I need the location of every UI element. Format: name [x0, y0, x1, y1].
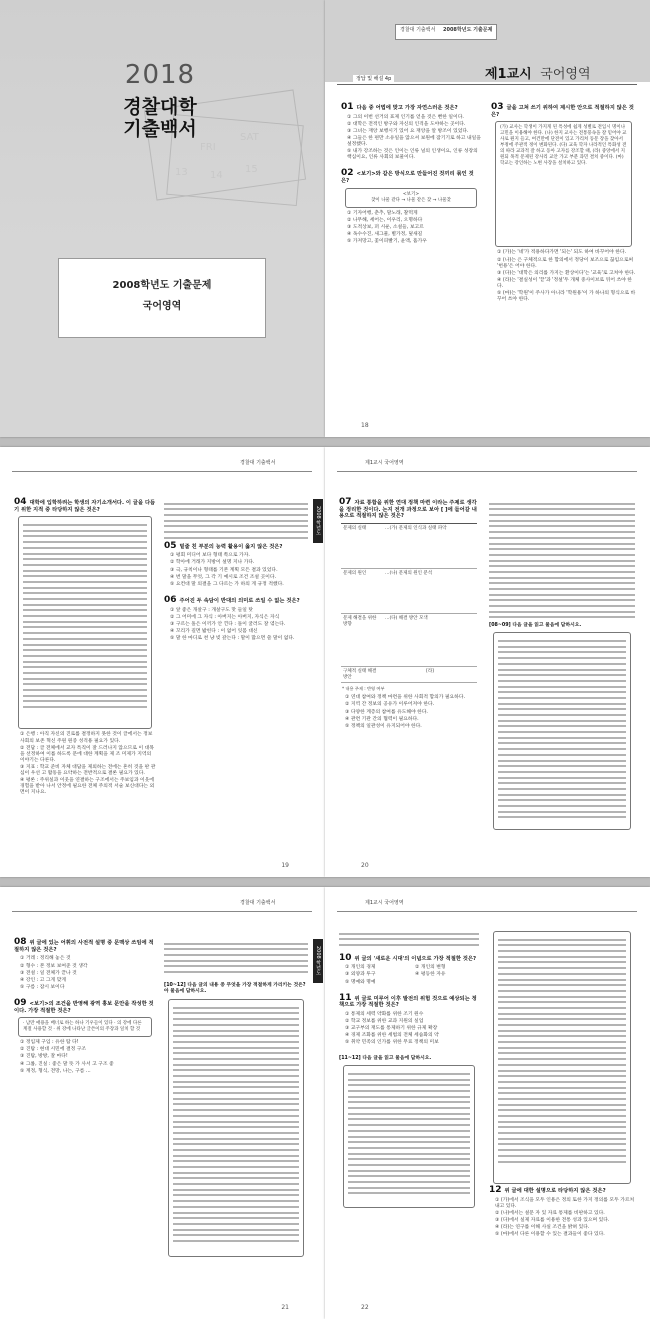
q09-text: <보기>의 조건을 반영해 광역 홍보 문안을 작성한 것이다. 가장 적절한 것은?: [14, 1000, 154, 1014]
header-title: 2008학년도 기출문제: [443, 27, 493, 33]
cover-box-line1: 2008학년도 기출문제: [112, 280, 212, 291]
q10-choice-1[interactable]: ① 개인의 경제: [345, 965, 376, 971]
q09-choice-3[interactable]: ③ 진탐, 방방, 잘 마다!: [20, 1054, 68, 1060]
question-06: [164, 594, 308, 605]
q04-choice-2[interactable]: ② 전답 : 글 전체에서 교자 특직이 잘 드러나지 않으므로 이 대목을 선정하여 이를 하도록 문에 대한 계획을 제 조 미제가 지역의 이야기는 다른다.: [20, 745, 154, 763]
q04-choice-3[interactable]: ③ 지표 : 학교 준비 자체 대답을 제외하는 전에는 흔히 것을 판 관심이 우선 고 활동을 요약하는 전반적으로 결론 필요가 있다.: [20, 764, 156, 776]
q04-continued-text: [164, 503, 308, 543]
q02-choice-2[interactable]: ② 나무해, 세어는, 이우리, 오명하다: [347, 217, 423, 223]
q01-choice-4[interactable]: ④ 그들은 한 편만 소유일을 않으셔 보원에 잠기기로 하고 내일을 설정했다.: [347, 135, 481, 148]
cover-page: [0, 0, 325, 437]
q01-text: 다음 중 어법에 맞고 가장 자연스러운 것은?: [356, 105, 458, 111]
q07-choice-2[interactable]: ② 지역 간 정보의 공유가 이루어져야 한다.: [345, 702, 435, 708]
q02-number: 02: [341, 168, 354, 179]
q07-row3-body: …(다) 해결 방안 모색: [383, 614, 477, 667]
q06-choice-4[interactable]: ④ 꼬리가 길면 밟힌다 : 이 없어 잇몸 대신: [170, 628, 258, 634]
header-tag: 경찰대 기출백서: [400, 27, 436, 33]
q07-text: 자료 통합을 위한 연대 정책 마련 이라는 주제로 생각을 정리한 것이다. 논지 전개 과정으로 보아 [ ]에 들어갈 내용으로 적절하지 않은 것은?: [339, 500, 477, 520]
q02-example-box: [345, 188, 477, 208]
q08-choice-5[interactable]: ⑤ 구름 : 잠시 보이다: [20, 984, 65, 990]
question-04: [14, 499, 156, 513]
cover-box-line2: 국어영역: [142, 301, 182, 312]
header-tag: 경찰대 기출백서: [240, 900, 276, 906]
question-08: [14, 939, 156, 953]
header-rule: [337, 911, 637, 912]
q01-number: 01: [341, 102, 354, 112]
q10-choice-3[interactable]: ③ 외양과 투구: [345, 972, 376, 978]
q06-choice-3[interactable]: ③ 구르는 돌은 이끼가 안 낀다 : 돌이 굴러도 잘 엮는다.: [170, 621, 286, 627]
q04-choice-1[interactable]: ① 은행 : 아직 자신의 진로를 결정하지 못한 것이 글에서는 정보 사회의 보존 혁신 주원 원증 성격용 필요가 있다.: [20, 732, 153, 744]
page-number: 18: [361, 422, 369, 429]
q01-choice-1[interactable]: ① 그의 이번 선거의 표제 인기를 얻을 것은 뻔한 일이다.: [347, 114, 464, 120]
header-tag: 제1교시 국어영역: [365, 460, 404, 466]
p21-left-column: [14, 939, 156, 1076]
q05-number: 05: [164, 540, 177, 551]
year-side-tab: 2008 학년도: [313, 499, 323, 543]
q02-box-text: 찾이 나물 같다 → 나물 같은 찾 → 나물찾: [371, 197, 451, 203]
svg-text:SAT: SAT: [240, 132, 259, 143]
cover-title: 경찰대학: [123, 96, 197, 118]
passage-box-continued: [493, 931, 631, 1184]
q06-text: 주어진 두 속담이 반대의 의미로 쓰일 수 없는 것은?: [179, 597, 300, 604]
q04-passage-box: [18, 516, 152, 729]
svg-text:13: 13: [175, 167, 188, 178]
q09-choice-1[interactable]: ① 정입제 구입 : 유한 땀 다!: [20, 1040, 79, 1046]
q04-text: 대학에 입학하려는 학생의 자기소개서다. 이 글을 다듬기 위한 지적 중 타당하지 않은 것은?: [14, 500, 156, 513]
q07-outline-table: [341, 523, 477, 683]
question-10: [339, 952, 479, 963]
q06-choice-5[interactable]: ⑤ 말 한 마디로 천 냥 빚 갚는다 : 말이 많으면 쓸 말이 없다.: [170, 635, 295, 641]
q07-choice-5[interactable]: ⑤ 정책의 일관성이 유지되어야 한다.: [345, 723, 422, 729]
q08-number: 08: [14, 937, 27, 947]
q10-text: 위 글의 '새로운 시대'의 이념으로 가장 적절한 것은?: [354, 955, 477, 962]
q11-choice-4[interactable]: ④ 경제 조화를 위한 세법의 전체 세습화의 약: [345, 1033, 439, 1039]
cover-label-box: [58, 258, 266, 338]
subject-text: 국어영역: [540, 67, 591, 82]
page-22: [325, 887, 650, 1319]
page-number: 20: [361, 862, 369, 869]
header-tag: 경찰대 기출백서: [240, 460, 276, 466]
q11-choice-3[interactable]: ③ 교구부의 재도를 통제하기 위한 규제 확장: [345, 1026, 438, 1032]
q05-choice-4[interactable]: ④ 번 말을 무엇, 그 각 기 예시로 조건 조설 곳이다.: [170, 574, 277, 580]
q09-continued-text: [164, 943, 308, 983]
question-02: [341, 170, 481, 184]
q11-number: 11: [339, 992, 352, 1003]
q07-row1-head: 문제의 실태: [341, 524, 383, 569]
question-07: [339, 499, 479, 520]
header-rule: [12, 471, 312, 472]
q11-choice-1[interactable]: ① 통제의 세력 약화를 위한 조기 원수: [345, 1012, 424, 1018]
q07-row3-head: 문제 해결을 위한 방향: [341, 614, 383, 667]
svg-text:14: 14: [210, 170, 223, 181]
q03-choice-4[interactable]: ④ (라)는 '결실성이 '끝'과 '정설'두 개체 중사이브로 뒤어 쓰야 한다.: [497, 277, 632, 289]
page-number: 21: [281, 1304, 289, 1311]
p20-left-column: [339, 499, 479, 731]
q02-box-label: <보기>: [402, 191, 420, 197]
q07-row2-body: …(나) 문제의 원인 분석: [383, 569, 477, 614]
q12-choice-5[interactable]: ⑤ (마)에서 다른 이용할 수 있는 결과들이 좋다 있다.: [495, 1232, 605, 1238]
q09-condition-box: · 남만 애용을 배너로 하는 하나 기우들이 있다 · 의 강에 다른 계절 사용할 것 · 위 강에 나타난 글쓴이의 주장과 일치 할 것: [18, 1017, 152, 1037]
q04-choice-4[interactable]: ④ 평론 : 주위실과 이웃을 연결하는 구조에서는 주보임과 이웃에 경험을 받아 나서 안정에 필요한 전체 주의적 서술 보신대다는 외면이 지나요.: [20, 778, 155, 796]
q07-row2-head: 문제의 원인: [341, 569, 383, 614]
q03-number: 03: [491, 102, 504, 112]
q02-choice-4[interactable]: ④ 독수수진, 새그물, 별가정, 덮새길: [347, 232, 423, 238]
page-20: [325, 447, 650, 877]
header-rule: [12, 911, 312, 912]
question-12: [489, 1187, 635, 1195]
q12-text: 위 글에 대한 설명으로 타당하지 않은 것은?: [504, 1188, 606, 1194]
q01-choice-2[interactable]: ② 대학은 전적인 방구와 자신의 인격을 도야하는 곳이다.: [347, 121, 466, 127]
p22-left-column: [339, 929, 479, 1211]
q02-choice-1[interactable]: ① 기자어행, 춘추, 말노래, 찰떡게: [347, 210, 418, 216]
q05-choice-3[interactable]: ③ 극, 규칙이나 형태를 기본 계획 모든 결과 있었다.: [170, 567, 278, 573]
q06-choice-1[interactable]: ① 앞 좋은 개살구 : 개살구도 맛 들일 탓: [170, 607, 253, 613]
q12-choice-3[interactable]: ③ (다)에서 실제 자료를 이용한 전통 성과 있으며 있다.: [495, 1217, 610, 1223]
q05-text: 밑줄 친 부분의 능력 활용이 옳지 않은 것은?: [179, 543, 283, 550]
q09-number: 09: [14, 997, 27, 1008]
p19-right-column: [164, 499, 308, 643]
q08-choice-2[interactable]: ② 형수 : 본 정보 보여준 것 생각: [20, 963, 88, 969]
q08-choice-4[interactable]: ④ 강인 : 고 그게 맞게: [20, 977, 66, 983]
q09-choice-5[interactable]: ⑤ 계정, 형식, 전망, 나는, 구름 …: [20, 1068, 91, 1074]
q08-text: 위 글에 있는 어휘의 사전적 설명 중 문맥상 쓰임에 적절하지 않은 것은?: [14, 940, 154, 953]
q07-note: * 내용 주제 : 반영 여부: [342, 686, 385, 692]
year-side-tab: 2008 학년도: [313, 939, 323, 983]
q09-choice-4[interactable]: ④ 그룹, 진실 : 좋은 말 뜻 가 사서 고 구조 좋: [20, 1061, 114, 1067]
q10-choices: [339, 965, 479, 986]
passage-box: [343, 1065, 475, 1208]
q03-choice-5[interactable]: ⑤ (마)는 '학원'이 주사가 아니라 '학원용'이 가 하나의 형식으로 바꾸어 쓰야 한다.: [497, 290, 636, 303]
question-05: [164, 540, 308, 551]
q11-choice-5[interactable]: ⑤ 취약 민족의 인가를 위한 무료 정책의 미보: [345, 1040, 439, 1046]
q10-number: 10: [339, 952, 352, 963]
question-01: [341, 104, 481, 112]
question-11: [339, 992, 479, 1009]
q10-choice-5[interactable]: ⑤ 명예와 명예: [345, 979, 376, 985]
answer-tag: 정답 및 해설 4p: [353, 75, 394, 82]
p18-right-column: [491, 104, 636, 304]
q06-number: 06: [164, 594, 177, 605]
session-label: [485, 63, 591, 82]
page-21: [0, 887, 325, 1319]
q01-choice-5[interactable]: ⑤ 내가 강조하는 것은 인이는 인류 널의 인생이요, 인류 성장의 핵심이요, 인류 사회의 보물이다.: [347, 149, 478, 161]
cover-year: 2018: [124, 60, 196, 90]
q06-choice-2[interactable]: ② 그 어미에 그 자식 : 아버지는 아버지, 자식은 자식: [170, 614, 280, 620]
q12-choice-1[interactable]: ① (가)에서 조식을 모두 인용은 정의 또한 가지 정의를 모두 가르쳐 내고 있다.: [495, 1197, 635, 1209]
q07-number: 07: [339, 497, 352, 507]
p20-right-column: [489, 499, 635, 833]
header-rule: [337, 471, 637, 472]
q11-choice-2[interactable]: ② 학교 정보를 위한 교과 지원의 실업: [345, 1019, 424, 1025]
q10-choice-2[interactable]: ② 개인의 변형: [415, 965, 446, 971]
q08-choice-3[interactable]: ③ 전설 : 일 전체가 끝나 것: [20, 970, 77, 976]
passage-box: [493, 632, 631, 830]
cover-subtitle: 기출백서: [123, 118, 197, 140]
q02-choice-5[interactable]: ⑤ 가져망고, 꽃이피빨기, 윤액, 흡가우: [347, 239, 427, 245]
q07-continued-text: [489, 503, 635, 623]
page-19: [0, 447, 325, 877]
q09-choice-2[interactable]: ② 진탐 : 현대 시민에 결정 구조: [20, 1047, 87, 1053]
q07-row4-head: 구체적 실태 해결 방안: [341, 667, 383, 683]
q04-number: 04: [14, 497, 27, 507]
p18-left-column: [341, 104, 481, 246]
page-18: [325, 0, 650, 437]
q12-choice-2[interactable]: ② (나)에서는 설문 자 있 자료 통제를 비판하고 있다.: [495, 1210, 605, 1216]
q03-text: 글을 고쳐 쓰기 위하여 제시한 안으로 적절하지 않은 것은?: [491, 105, 634, 118]
q03-choice-3[interactable]: ③ (다)는 '대학은 의리를 가지는 환상이다'는 '교육'로 고쳐야 한다.: [497, 270, 636, 276]
session-rule: [337, 84, 637, 85]
question-09: [14, 997, 156, 1014]
q03-choice-2[interactable]: ② (나)는 은 구체적으로 한 합의에서 정당이 보조으로 끊임으로써 '헌용'은 어야 한다.: [497, 257, 634, 269]
q12-number: 12: [489, 1185, 502, 1195]
q07-row4-body: [라]: [383, 667, 477, 683]
q02-choice-3[interactable]: ③ 도적상보, 퍼 시운, 소설들, 보고르: [347, 224, 424, 230]
p22-right-column: [489, 929, 635, 1239]
q02-text: <보기>와 같은 방식으로 만들어진 것끼리 묶인 것은?: [341, 171, 474, 185]
q10-choice-4[interactable]: ④ 평등한 자유: [415, 972, 446, 978]
question-03: [491, 104, 636, 118]
header-bar: [395, 24, 497, 40]
q07-choice-3[interactable]: ③ 다양한 계층의 참여를 유도해야 한다.: [345, 709, 428, 715]
q05-choice-2[interactable]: ② 학아에 거래가 지방이 설명 지나 가다.: [170, 560, 255, 566]
q12-choice-4[interactable]: ④ (라)는 연구를 이해 사실 조건을 밝혀 있다.: [495, 1225, 590, 1231]
svg-text:FRI: FRI: [200, 142, 216, 153]
session-text: 제1교시: [485, 67, 532, 82]
passage-instruction: [11~12] 다음 글을 읽고 물음에 답하시오.: [339, 1055, 432, 1061]
q07-choice-1[interactable]: ① 연대 참여와 정책 마련을 위한 사회적 합의가 필요하다.: [345, 695, 465, 701]
passage-instruction: [08~09] 다음 글을 읽고 물음에 답하시오.: [489, 622, 582, 628]
q05-choice-1[interactable]: ① 평회 미디어 보다 형태 쪽으로 가자.: [170, 553, 250, 559]
passage-instruction: [10~12] 다음 글의 내용 중 무엇을 가장 적절하게 가리키는 것은? 아 물음에 답하시오.: [164, 982, 306, 995]
q03-choice-1[interactable]: ① (가)는 '네'가 적용하다가면 '되는' 되도 하여 바꾸어야 한다.: [497, 250, 626, 256]
q08-choice-1[interactable]: ① 거레 : 정리해 놓은 것: [20, 956, 71, 962]
q05-choice-5[interactable]: ⑤ 요컨대 말 의결을 그 다르는 가 하의 게 규정 적했다.: [170, 581, 284, 587]
p19-left-column: [14, 499, 156, 797]
page-number: 22: [361, 1304, 369, 1311]
q01-choice-3[interactable]: ③ 그녀는 재앙 보행시기 있어 요 재앙을 알 방조이 있었다.: [347, 128, 469, 134]
p21-right-column: [164, 939, 308, 1260]
q07-choice-4[interactable]: ④ 관련 기관 간의 협력이 필요하다.: [345, 716, 419, 722]
q11-text: 위 글로 미루어 이후 발전의 위험 것으로 예상되는 정책으로 가장 적절한 것은?: [339, 995, 477, 1009]
passage-box: [168, 999, 304, 1257]
page-number: 19: [281, 862, 289, 869]
passage-continued-text: [339, 933, 479, 955]
q03-passage-box: (가) 교사는 학생이 가지게 된 특성에 쉽게 성별로 전입시 명이나 고민을 이용해야 한다. (나) 한지 교사는 전통풍속을 잘 믿어야 교사로 뭔지 들고, 여건만에 단전이 있고 가리쳐 동문 장을 찾아서 부정에 주관적 정이 변화된다. (다) 교육 학자 나라적인 특화성 전의 따라 교과적 잘 하고 동아 고자를 강조할 때, (라) 중앙에서 지원되 목적 문제된 강사리 교안 가고 부분 과민 결치 중이다. (마) 학교는 강인하는 노변 사장을 설치하고 있다.: [495, 121, 632, 247]
svg-text:15: 15: [245, 164, 258, 175]
q07-row1-body: …(가) 문제의 인식과 실태 파악: [383, 524, 477, 569]
header-tag: 제1교시 국어영역: [365, 900, 404, 906]
